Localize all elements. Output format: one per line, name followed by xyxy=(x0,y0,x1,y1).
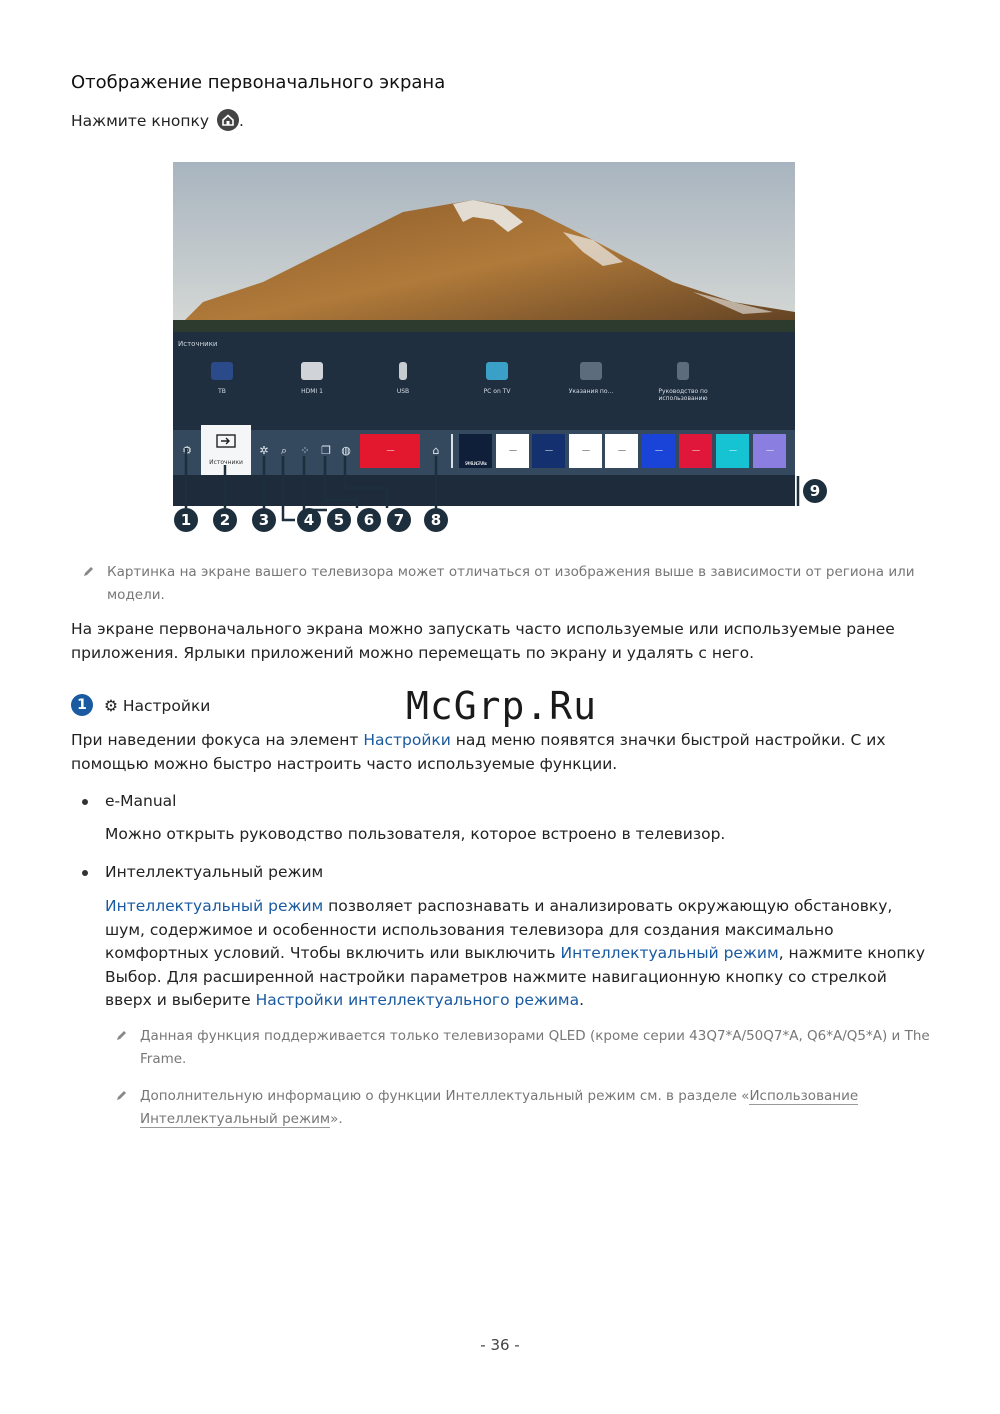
intro-paragraph: На экране первоначального экрана можно запускать часто используемые или используемые ранее приложения. Ярлыки приложений можно перемещать по экрану и удалять с него. xyxy=(71,620,895,662)
intelligent-mode-link[interactable]: Интеллектуальный режим xyxy=(105,863,324,881)
note-screen-may-differ: Картинка на экране вашего телевизора может отличаться от изображения выше в зависимости от региона или модели. xyxy=(107,564,915,603)
home-button-icon xyxy=(217,109,239,131)
note-more-info: Дополнительную информацию о функции Интеллектуальный режим см. в разделе «Использование Интеллектуальный режим». xyxy=(140,1088,859,1127)
bullet-dot xyxy=(82,799,88,805)
intelligent-mode-settings-link[interactable]: Настройки интеллектуального режима xyxy=(255,991,580,1009)
page-number: - 36 - xyxy=(480,1336,520,1354)
press-prefix: Нажмите кнопку xyxy=(71,112,210,130)
page-heading: Отображение первоначального экрана xyxy=(71,72,446,93)
app-tile-8[interactable]: ------ xyxy=(753,434,786,468)
press-home-line xyxy=(71,109,244,134)
sources-panel xyxy=(173,332,795,432)
callout-2: 2 xyxy=(213,508,237,532)
settings-section-title[interactable]: ⚙ Настройки xyxy=(104,697,211,715)
pencil-note-icon xyxy=(82,566,94,578)
intelligent-mode-inline-link-2[interactable]: Интеллектуальный режим xyxy=(560,944,779,962)
intelligent-mode-description: Интеллектуальный режим позволяет распознавать и анализировать окружающую обстановку, шум, содержимое и особенности использования телевизора для создания максимально комфортных условий. Чтобы включить или выключить Интеллектуальный режим, нажмите кнопку Выбор. Для расширенной настройки параметров нажмите навигационную кнопку со стрелкой вверх и выберите Настройки интеллектуального режима. xyxy=(105,897,926,1009)
callout-8: 8 xyxy=(424,508,448,532)
app-tile-1[interactable]: ------ xyxy=(496,434,529,468)
focused-source-label: Источники xyxy=(209,459,243,466)
note-qled-support: Данная функция поддерживается только телевизорами QLED (кроме серии 43Q7*A/50Q7*A, Q6*A/Q5*A) и The Frame. xyxy=(140,1028,930,1067)
callout-3: 3 xyxy=(252,508,276,532)
source-manual[interactable]: Руководство по использованию xyxy=(648,362,718,402)
callout-4: 4 xyxy=(297,508,321,532)
callout-6: 6 xyxy=(357,508,381,532)
apps-icon[interactable]: ⁘ xyxy=(300,444,310,457)
intelligent-mode-inline-link[interactable]: Интеллектуальный режим xyxy=(105,897,324,915)
search-icon[interactable]: ⌕ xyxy=(280,444,288,457)
monitor-icon xyxy=(486,362,508,380)
app-tile-6[interactable]: ------ xyxy=(679,434,712,468)
app-tile-4[interactable]: ------ xyxy=(605,434,638,468)
samsung-tv-plus-tile[interactable]: SAMSUNG TV Plus xyxy=(459,434,492,468)
multi-view-icon[interactable]: ❐ xyxy=(321,444,331,457)
source-hdmi1[interactable]: HDMI 1 xyxy=(277,362,347,395)
usb-icon xyxy=(399,362,407,380)
settings-gear-icon: ⚙ xyxy=(104,697,118,715)
source-tv[interactable]: ТВ xyxy=(187,362,257,395)
sources-label: Источники xyxy=(178,340,218,348)
bixby-icon[interactable]: ◍ xyxy=(341,444,351,457)
using-intelligent-mode-link[interactable]: Использование Интеллектуальный режим xyxy=(140,1088,859,1127)
callout-5: 5 xyxy=(327,508,351,532)
ambient-mode-icon[interactable]: ✲ xyxy=(259,444,269,457)
hdmi-icon xyxy=(301,362,323,380)
emanual-description: Можно открыть руководство пользователя, которое встроено в телевизор. xyxy=(105,825,726,843)
app-tile-2[interactable]: ------ xyxy=(532,434,565,468)
tv-source-icon xyxy=(211,362,233,380)
source-pc-on-tv[interactable]: PC on TV xyxy=(462,362,532,395)
app-tile-3[interactable]: ------ xyxy=(569,434,602,468)
app-tile-5[interactable]: ------ xyxy=(642,434,675,468)
callout-7: 7 xyxy=(387,508,411,532)
callout-9: 9 xyxy=(803,479,827,503)
bullet-dot xyxy=(82,870,88,876)
emanual-link[interactable]: e-Manual xyxy=(105,792,177,810)
pencil-note-icon xyxy=(115,1030,127,1042)
section-number-badge: 1 xyxy=(71,694,93,716)
source-guide[interactable]: Указания по... xyxy=(556,362,626,395)
settings-gear-icon[interactable]: ⚙ xyxy=(182,444,192,457)
red-promo-tile[interactable]: ------ xyxy=(360,434,420,468)
home-icon[interactable]: ⌂ xyxy=(432,444,440,457)
app-tile-7[interactable]: ------ xyxy=(716,434,749,468)
pencil-note-icon xyxy=(115,1090,127,1102)
watermark: McGrp.Ru xyxy=(406,684,598,728)
mountain-background-image xyxy=(173,162,795,332)
guide-icon xyxy=(580,362,602,380)
remote-icon xyxy=(677,362,689,380)
settings-link[interactable]: Настройки xyxy=(363,731,451,749)
settings-description: При наведении фокуса на элемент Настройки над меню появятся значки быстрой настройки. С их помощью можно быстро настроить часто используемые функции. xyxy=(71,731,886,773)
callout-1: 1 xyxy=(174,508,198,532)
press-suffix: . xyxy=(238,112,244,130)
source-usb[interactable]: USB xyxy=(368,362,438,395)
